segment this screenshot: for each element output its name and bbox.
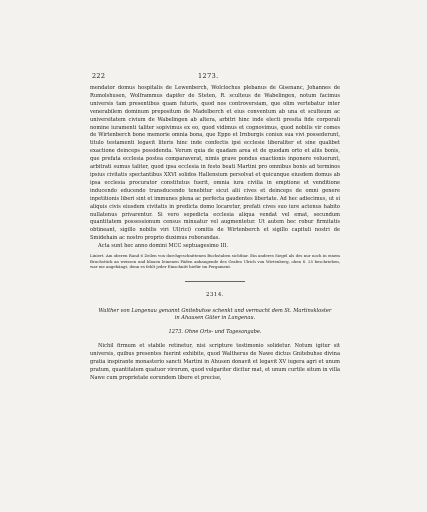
page-number: 222 — [92, 72, 106, 80]
charter-1-text: mendator domus hospitalis de Lewenberch, Wolclochus plebanus de Gisenanc, Johannes de Rumolshusen, Wolframmus dapifer de Steten, R. sculteus de Wabelingen, notum facimus universis tam presentibus quam futuris, quod nos controversiam, que olim vertebatur inter venerabilem dominum prepositum de Madelberch et eius conventum ab una et sculteum ac universitatem civium de Wabelingen ab altera, arbitri hinc inde electi presita fide corporali nomine iuramenti taliter sopivimus ex eo, quod vidimus et cognovimus, quod nobilis vir comes de Wirtenberch bone memorie omnia bona, que Eppo et Irnburgis coniux sua vivi possederunt, titulo testamenti legavit literis hinc inde confectis ipsi ecclesie liberaliter et sine qualibet exactione deinceps possidenda. Verum quia de quadam area et de quodam orto et aliis bonis, que prefata ecclesia postea comparaverat, nimis grave pondus exactionis inponere voluerunt, arbitrati sumus taliter, quod ipsa ecclesia in festo beati Martini pro omnibus bonis ad terminos ipsius civitatis spectantibus XXVI solidos Hallensium persolvat et quicunque eiusdem domus ab ipsa ecclesia procurator constitutus fuerit, omnia iura civilia in emptione et venditione inducendo educendo transducendo tenebitur sicut alii cives et deinceps de omni genere inpetitionis liberi sint et immunes plena ac perfecta gaudentes libertate. Ad hec adiecimus, ut si aliquis civis eiusdem civitatis in predicta domo locaretur, prefati cives suo iure actenus habito nullatenus privarentur. Si vero sepedicta ecclesia aliqua vendat vel emat, secundum quantitatem possessionum census minuatur vel augmentetur. Ut autem hec robur firmitatis obtineant, sigillo nobilis viri Ul(rici) comitis de Wirtenberch et sigillo capituli nostri de Smidehain ac nostro proprio duximus roborandas. — [90, 85, 340, 242]
charter-2-text: Nichil firmum et stabile retinetur, nisi scripture testimonio solidetur. Notum igitur sit universis, quibus presentes fuerint exhibite, quod Waltherus de Nawe dictus Gnitebuhse divina gratia inspirante monasterio sancti Martini in Ahusen donavit et legavit XV iugera agri et unum pratum, quantitatem quatuor virorum, quod vulgariter dicitur mat, et unum curtile situm in villa Nawe cum proprietate eorundem libere et precise, — [90, 343, 340, 382]
section-divider — [185, 281, 245, 282]
charter-2-date-line: 1273. Ohne Orts- und Tagesangabe. — [168, 328, 262, 335]
charter-2-regest: Walther von Langenau genannt Gnitebuhse schenkt und vermacht dem St. Martinskloster in Ahausen Güter in Langenau. — [98, 307, 332, 322]
page-body — [90, 85, 340, 383]
running-head-year: 1273. — [198, 72, 219, 80]
charter-2-number: 2314. — [206, 291, 224, 298]
charter-1-editorial-note: Liniert. Am oberen Rand 6 Zeilen von durchgeschnittenen Buchstaben sichtbar. Ein anderes Siegel als des nur noch in einem Bruchstück an weissen und blauen leinenen Fäden anhangende des Grafen Ulrich von Wirtenberg, oben S. 25 beschrieben, war nie angehängt, denn es fehlt jeder Einschnitt hiefür im Pergament. — [90, 253, 340, 270]
charter-1-dating: Acta sunt hec anno domini MCC septuagesimo III. — [98, 243, 229, 250]
page-header — [92, 72, 342, 82]
